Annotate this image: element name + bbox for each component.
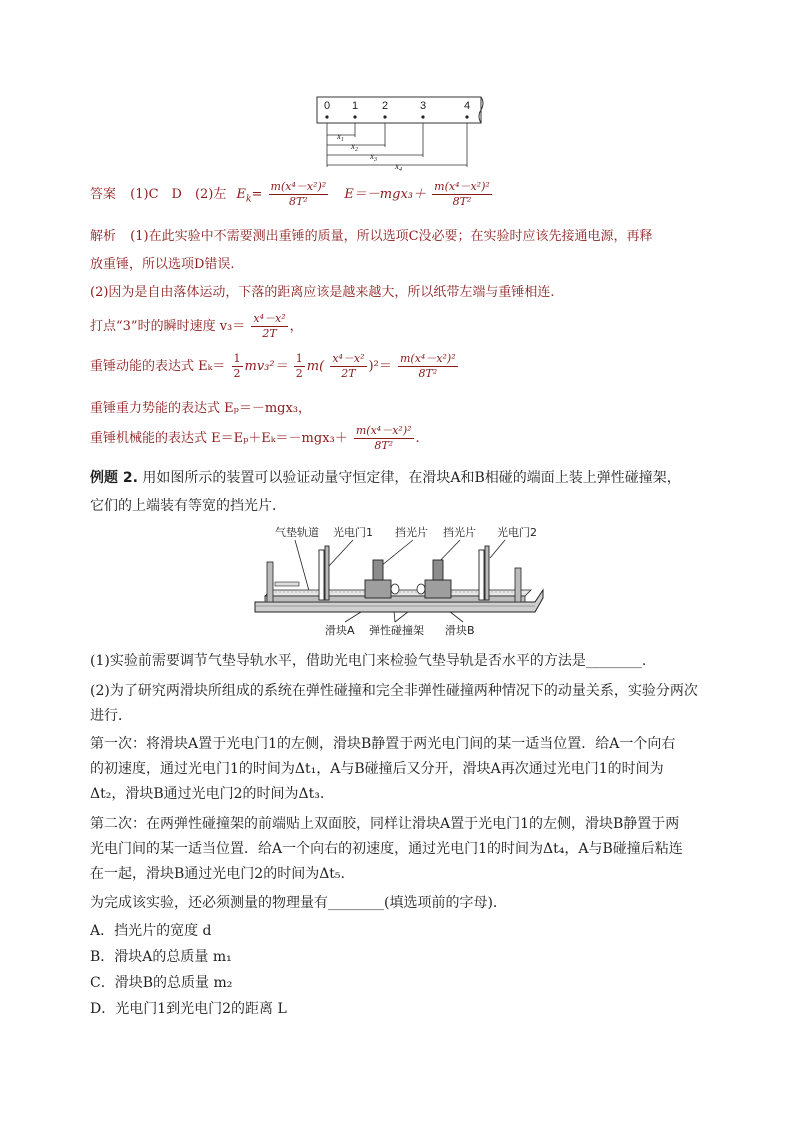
first-trial-line-b: 的初速度，通过光电门1的时间为Δt₁，A与B碰撞后又分开，滑块A再次通过光电门1的时间为: [90, 761, 664, 777]
analysis-v3: 打点“3”时的瞬时速度 v₃＝ $\frac{\text{x⁴－x²}}{2T}$ ，: [90, 312, 303, 340]
option-a: A．挡光片的宽度 d: [90, 923, 212, 939]
answer-e-expression: E＝－mgx₃＋: [344, 187, 426, 202]
analysis-ek: 重锤动能的表达式 Eₖ＝ $\frac{1}{2}$ mv₃²＝ $\frac{1}{2}$ m( $\frac{\text{x⁴－x²}}{2T}$ )²＝ $\frac{\text{m(x⁴－x²)²}}{\text{8T²}}$: [90, 352, 456, 380]
svg-text:x4: $x_4$: [395, 161, 402, 173]
label-slider-b: 滑块B: [445, 624, 475, 637]
svg-text:x2: $x_2$: [351, 141, 358, 153]
question-1: (1)实验前需要调节气垫导轨水平，借助光电门来检验气垫导轨是否水平的方法是________.: [90, 653, 647, 669]
question-2-line-a: (2)为了研究两滑块所组成的系统在弹性碰撞和完全非弹性碰撞两种情况下的动量关系，实验分两次: [90, 683, 698, 699]
tape-tick-4: 4: [463, 100, 471, 112]
label-shade-1: 挡光片: [395, 526, 428, 539]
option-c: C．滑块B的总质量 m₂: [90, 975, 233, 991]
answer-line: 答案 (1)C D (2)左 $E_k=$ $\frac{\text{m(x⁴－x²)²}}{\text{8T²}}$ E＝－mgx₃＋ $\frac{\text{m(x⁴－x²)²}}{\text{8T²}}$: [90, 180, 490, 208]
analysis-ep: 重锤重力势能的表达式 Eₚ＝－mgx₃，: [90, 401, 312, 416]
svg-text:x1: $x_1$: [337, 131, 344, 143]
example-heading: 例题 2. 用如图所示的装置可以验证动量守恒定律，在滑块A和B相碰的端面上装上弹性碰撞架，: [90, 470, 681, 486]
option-b: B．滑块A的总质量 m₁: [90, 949, 232, 965]
example-title: 例题 2.: [90, 470, 138, 486]
air-track-apparatus-figure: [245, 520, 545, 640]
tape-tick-2: 2: [381, 100, 389, 112]
answer-ek-fraction: $\frac{\text{m(x⁴－x²)²}}{\text{8T²}}$: [270, 180, 327, 208]
answer-e-fraction: $\frac{\text{m(x⁴－x²)²}}{\text{8T²}}$: [434, 180, 490, 208]
analysis-line-1: 解析 (1)在此实验中不需要测出重锤的质量，所以选项C没必要；在实验时应该先接通电源，再释: [90, 229, 653, 244]
label-air-track: 气垫轨道: [275, 526, 319, 539]
analysis-label: 解析: [90, 229, 117, 244]
first-trial-line-c: Δt₂，滑块B通过光电门2的时间为Δt₃.: [90, 786, 325, 802]
paper-tape-figure: [315, 95, 485, 175]
label-shade-2: 挡光片: [443, 526, 476, 539]
measurement-question: 为完成该实验，还必须测量的物理量有________(填选项前的字母)．: [90, 895, 507, 911]
analysis-e: 重锤机械能的表达式 E＝Eₚ＋Eₖ＝－mgx₃＋ $\frac{\text{m(x⁴－x²)²}}{\text{8T²}}$ .: [90, 424, 420, 452]
example-line-2: 它们的上端装有等宽的挡光片．: [90, 498, 286, 514]
tape-tick-0: 0: [323, 100, 331, 112]
analysis-line-3: (2)因为是自由落体运动，下落的距离应该是越来越大，所以纸带左端与重锤相连.: [90, 285, 555, 300]
second-trial-line-a: 第二次：在两弹性碰撞架的前端贴上双面胶，同样让滑块A置于光电门1的左侧，滑块B静置于两: [90, 816, 680, 832]
answer-label: 答案: [90, 187, 117, 202]
answer-part1: (1)C D (2)左: [130, 187, 227, 202]
second-trial-line-b: 光电门间的某一适当位置．给A一个向右的初速度，通过光电门1的时间为Δt₄，A与B碰撞后粘连: [90, 841, 683, 857]
label-bumper: 弹性碰撞架: [369, 624, 424, 637]
question-2-line-b: 进行．: [90, 708, 132, 724]
svg-text:x3: $x_3$: [370, 151, 377, 163]
analysis-line-2: 放重锤，所以选项D错误.: [90, 257, 235, 272]
second-trial-line-c: 在一起，滑块B通过光电门2的时间为Δt₅.: [90, 866, 345, 882]
first-trial-line-a: 第一次：将滑块A置于光电门1的左侧，滑块B静置于两光电门间的某一适当位置．给A一个向右: [90, 736, 676, 752]
tape-tick-1: 1: [351, 100, 359, 112]
label-slider-a: 滑块A: [325, 624, 355, 637]
label-gate-2: 光电门2: [497, 526, 537, 539]
label-gate-1: 光电门1: [333, 526, 373, 539]
tape-tick-3: 3: [419, 100, 427, 112]
option-d: D．光电门1到光电门2的距离 L: [90, 1001, 287, 1017]
